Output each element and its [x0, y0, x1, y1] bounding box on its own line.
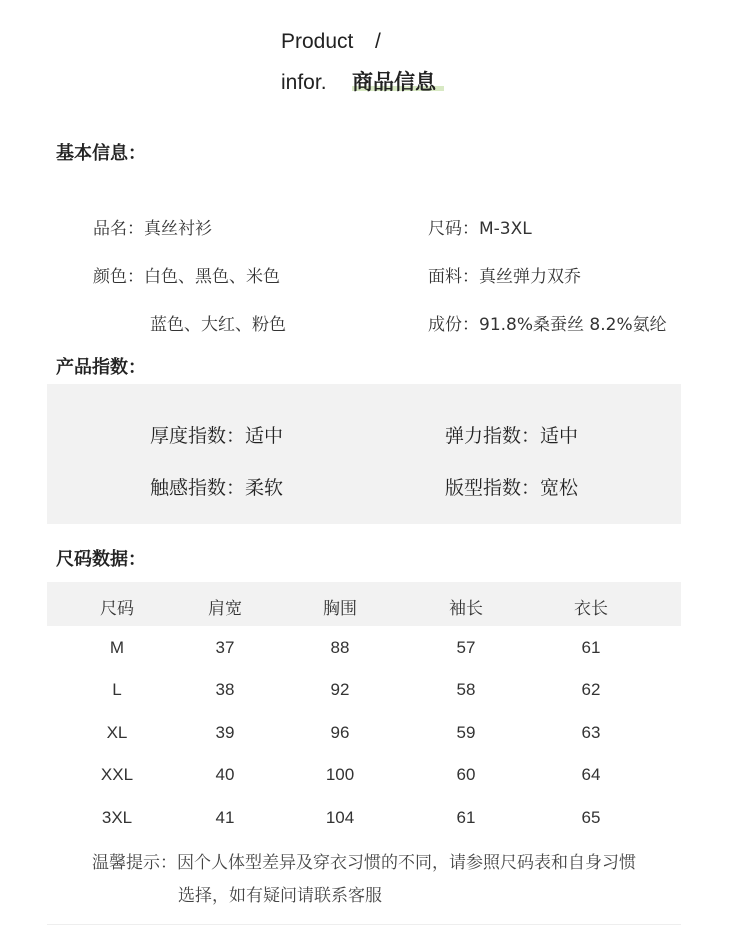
header-product-label: Product	[281, 30, 354, 53]
table-cell: XL	[106, 723, 128, 742]
table-cell: 38	[215, 680, 235, 699]
table-cell: L	[112, 680, 122, 699]
product-colors: 颜色：白色、黑色、米色	[93, 267, 280, 287]
size-tip-line1: 温馨提示：因个人体型差异及穿衣习惯的不同，请参照尺码表和自身习惯	[92, 853, 636, 873]
table-cell: 96	[330, 723, 350, 742]
size-tip-line2: 选择，如有疑问请联系客服	[178, 886, 382, 906]
bottom-divider	[47, 924, 681, 925]
table-cell: 62	[581, 680, 601, 699]
table-cell: 61	[456, 808, 476, 827]
table-cell: 63	[581, 723, 601, 742]
table-cell: 39	[215, 723, 235, 742]
product-fabric: 面料：真丝弹力双乔	[428, 267, 581, 287]
table-cell: 88	[330, 638, 350, 657]
table-cell: 58	[456, 680, 476, 699]
size-table-header: 胸围	[323, 599, 357, 619]
table-cell: 40	[215, 765, 235, 784]
product-size-range: 尺码：M-3XL	[428, 219, 532, 239]
table-cell: 100	[325, 765, 355, 784]
table-cell: 60	[456, 765, 476, 784]
product-name: 品名：真丝衬衫	[93, 219, 212, 239]
table-cell: 59	[456, 723, 476, 742]
table-cell: 64	[581, 765, 601, 784]
product-colors-continued: 蓝色、大红、粉色	[150, 315, 286, 335]
table-cell: M	[109, 638, 125, 657]
fit-index: 版型指数：宽松	[445, 477, 579, 499]
page-title: 商品信息	[352, 70, 436, 94]
size-table-header: 尺码	[100, 599, 134, 619]
table-cell: 57	[456, 638, 476, 657]
table-cell: 41	[215, 808, 235, 827]
product-index-panel	[47, 384, 681, 524]
basic-info-title: 基本信息：	[56, 143, 146, 164]
touch-index: 触感指数：柔软	[150, 477, 284, 499]
header-infor-label: infor.	[281, 71, 327, 94]
size-table-header: 袖长	[449, 599, 483, 619]
table-cell: 3XL	[101, 808, 133, 827]
thickness-index: 厚度指数：适中	[150, 425, 284, 447]
size-data-title: 尺码数据：	[56, 549, 146, 570]
size-table-header: 衣长	[574, 599, 608, 619]
table-cell: 61	[581, 638, 601, 657]
product-index-title: 产品指数：	[56, 357, 146, 378]
table-cell: XXL	[100, 765, 134, 784]
size-table-header: 肩宽	[208, 599, 242, 619]
table-cell: 104	[325, 808, 355, 827]
header-slash: /	[375, 30, 381, 53]
elasticity-index: 弹力指数：适中	[445, 425, 579, 447]
table-cell: 92	[330, 680, 350, 699]
table-cell: 37	[215, 638, 235, 657]
product-composition: 成份：91.8%桑蚕丝 8.2%氨纶	[428, 315, 667, 335]
table-cell: 65	[581, 808, 601, 827]
